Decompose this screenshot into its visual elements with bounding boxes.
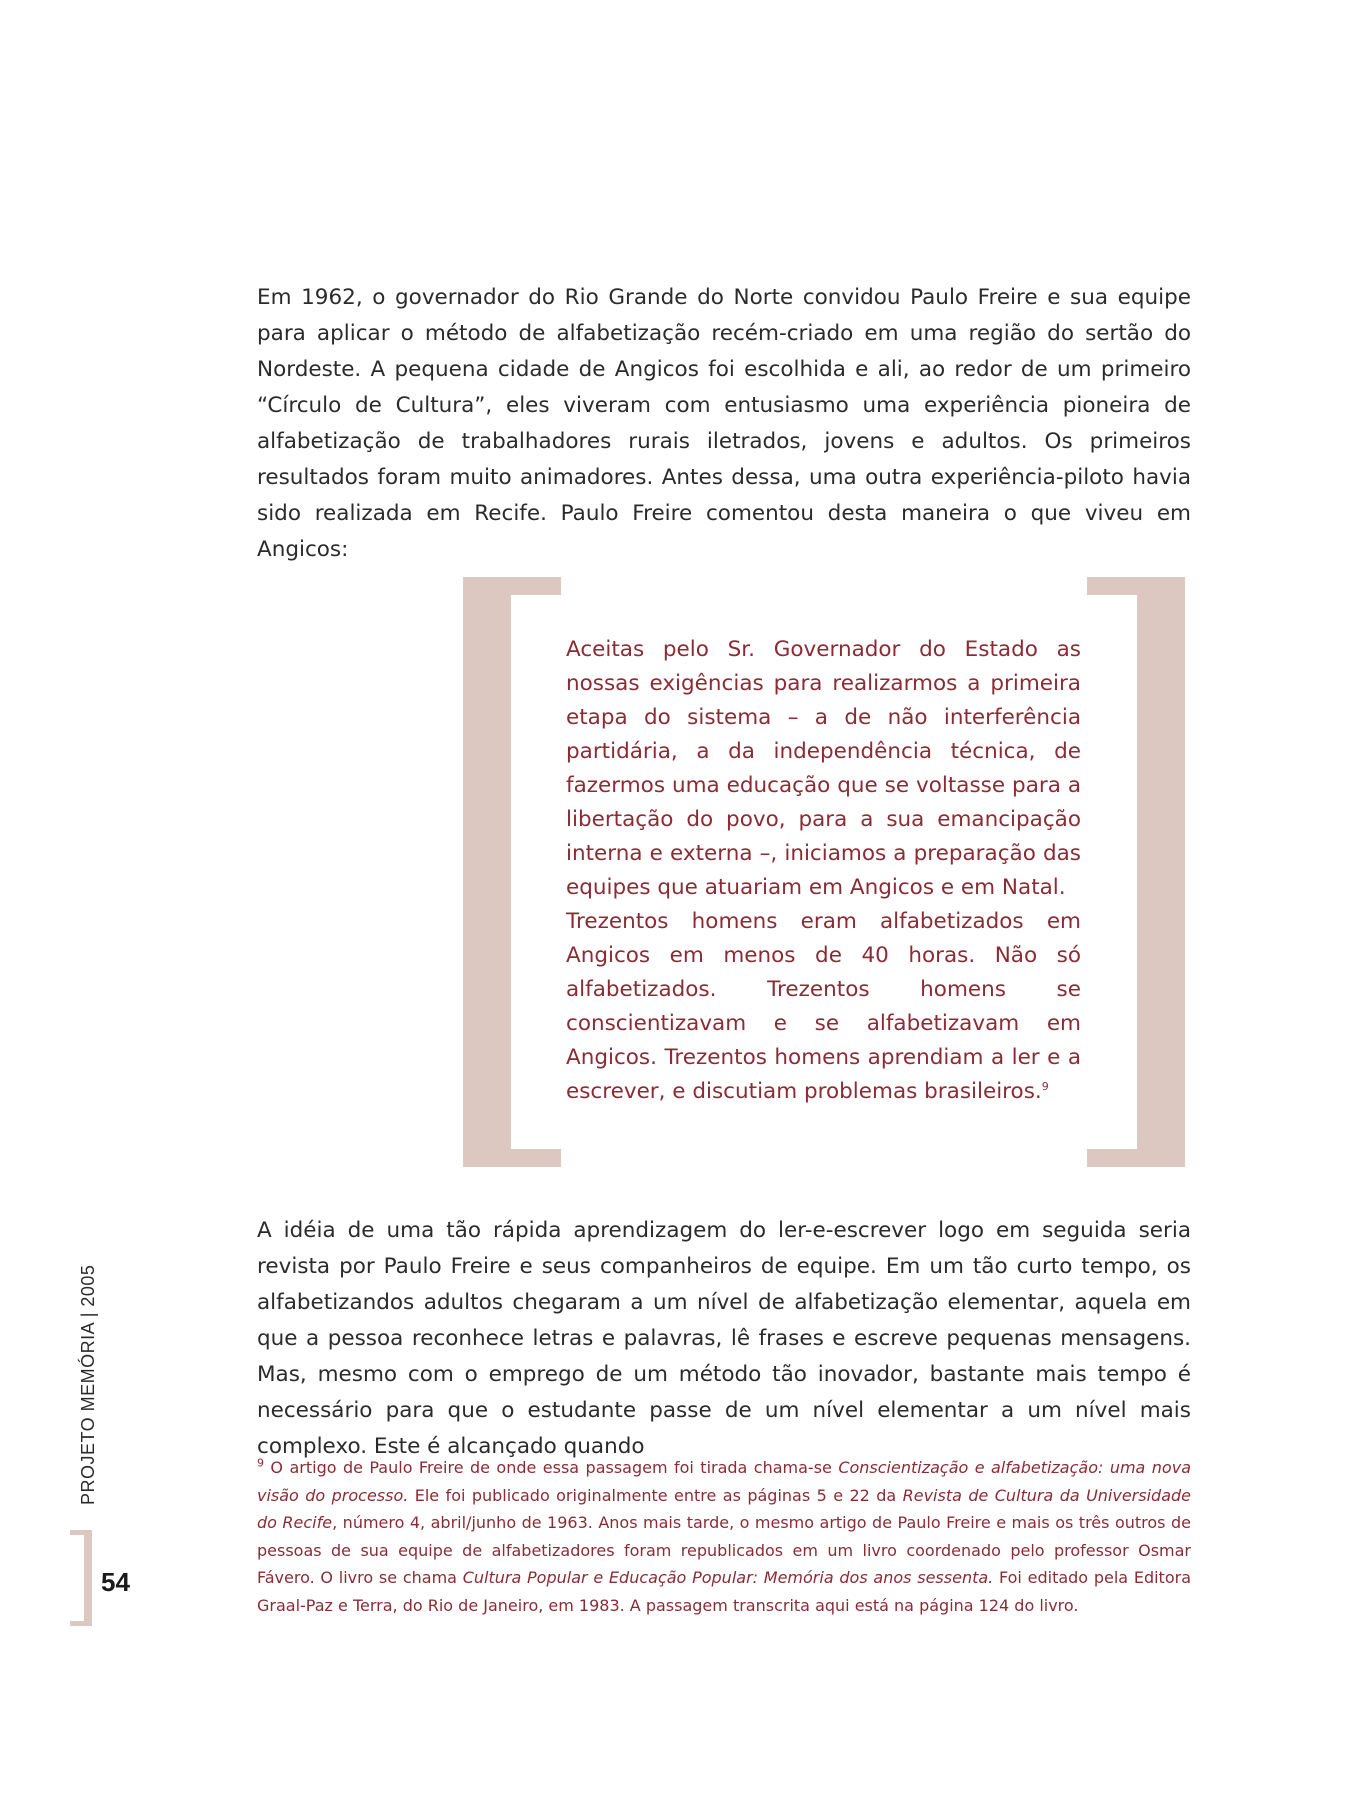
- block-quote: [566, 633, 1081, 1109]
- continuation-paragraph: A idéia de uma tão rápida aprendizagem do ler-e-escrever logo em seguida seria revista por Paulo Freire e seus companheiros de equipe. Em um tão curto tempo, os alfabetizandos adultos chegaram a um nível de alfabetização elementar, aquela em que a pessoa reconhece letras e palavras, lê frases e escreve pequenas mensagens. Mas, mesmo com o emprego de um método tão inovador, bastante mais tempo é necessário para que o estudante passe de um nível elementar a um nível mais complexo. Este é alcançado quando: [257, 1218, 1191, 1459]
- quote-paragraph-2: [566, 905, 1081, 1109]
- footnote-book-title: Cultura Popular e Educação Popular: Memória dos anos sessenta.: [462, 1568, 994, 1587]
- footnote-article-title: Conscientização e alfabetização: uma nova visão do processo.: [257, 1458, 1191, 1505]
- footnote-journal-title: Revista de Cultura da Universidade do Recife: [257, 1485, 1191, 1532]
- running-head: PROJETO MEMÓRIA | 2005: [78, 1264, 98, 1505]
- quote-open-bracket: [463, 577, 561, 1167]
- footnote-text: O artigo de Paulo Freire de onde essa passagem foi tirada chama-se: [264, 1458, 839, 1477]
- intro-paragraph: Em 1962, o governador do Rio Grande do Norte convidou Paulo Freire e sua equipe para aplicar o método de alfabetização recém-criado em uma região do sertão do Nordeste. A pequena cidade de Angicos foi escolhida e ali, ao redor de um primeiro “Círculo de Cultura”, eles viveram com entusiasmo uma experiência pioneira de alfabetização de trabalhadores rurais iletrados, jovens e adultos. Os primeiros resultados foram muito animadores. Antes dessa, uma outra experiência-piloto havia sido realizada em Recife. Paulo Freire comentou desta maneira o que viveu em Angicos:: [257, 285, 1191, 562]
- footnote-text: Ele foi publicado originalmente entre as páginas 5 e 22 da: [408, 1485, 903, 1505]
- page-number-bracket: [70, 1530, 92, 1626]
- footnote: [257, 1454, 1191, 1619]
- quote-close-bracket: [1087, 577, 1185, 1167]
- footnote-reference: 9: [1041, 1079, 1049, 1093]
- footnote-number: 9: [257, 1456, 264, 1470]
- quote-paragraph-2-text: Trezentos homens eram alfabetizados em Angicos em menos de 40 horas. Não só alfabetizados. Trezentos homens se conscientizavam e se alfabetizavam em Angicos. Trezentos homens aprendiam a ler e a escrever, e discutiam problemas brasileiros.: [566, 909, 1081, 1104]
- page-number: 54: [101, 1567, 130, 1597]
- footnote-text: Foi editado pela Editora Graal-Paz e Terra, do Rio de Janeiro, em 1983. A passagem transcrita aqui está na página 124 do livro.: [257, 1568, 1191, 1615]
- footnote-text: , número 4, abril/junho de 1963. Anos mais tarde, o mesmo artigo de Paulo Freire e mais os três outros de pessoas de sua equipe de alfabetizadores foram republicados em um livro coordenado pelo professor Osmar Fávero. O livro se chama: [257, 1513, 1191, 1587]
- quote-paragraph-1: Aceitas pelo Sr. Governador do Estado as nossas exigências para realizarmos a primeira etapa do sistema – a de não interferência partidária, a da independência técnica, de fazermos uma educação que se voltasse para a libertação do povo, para a sua emancipação interna e externa –, iniciamos a preparação das equipes que atuariam em Angicos e em Natal.: [566, 637, 1081, 900]
